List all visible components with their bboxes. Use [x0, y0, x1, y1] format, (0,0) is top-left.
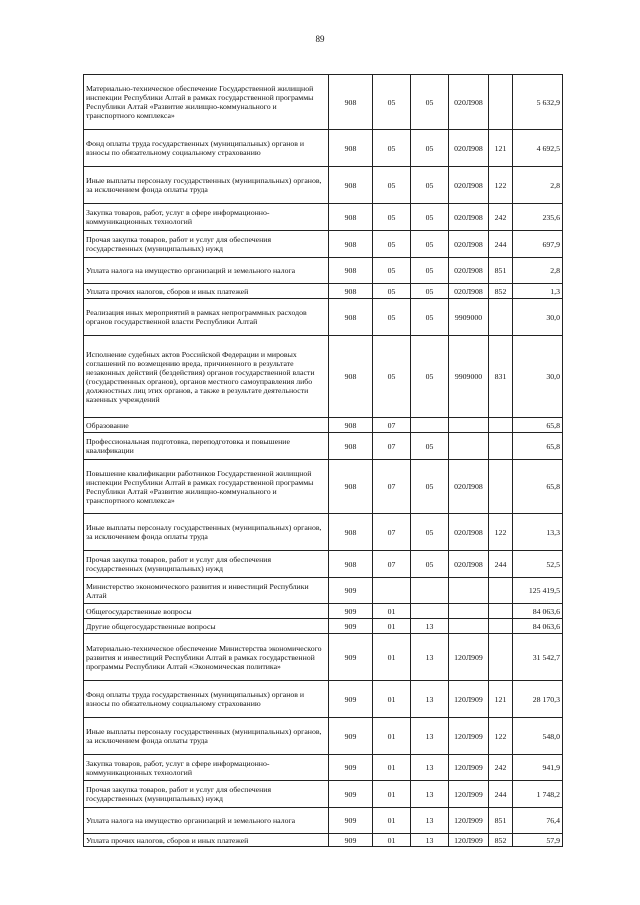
row-department-code: 908 — [329, 551, 373, 578]
table-row — [84, 336, 563, 418]
row-target-item-code: 9909000 — [449, 299, 489, 336]
row-expense-type-code — [489, 418, 513, 433]
row-name: Министерство экономического развития и инвестиций Республики Алтай — [84, 578, 329, 604]
row-section-code: 07 — [373, 418, 411, 433]
row-subsection-code: 05 — [411, 167, 449, 204]
row-expense-type-code: 852 — [489, 284, 513, 299]
row-expense-type-code: 244 — [489, 551, 513, 578]
row-name: Фонд оплаты труда государственных (муниципальных) органов и взносы по обязательному социальному страхованию — [84, 130, 329, 167]
row-expense-type-code: 851 — [489, 258, 513, 284]
table-row — [84, 578, 563, 604]
row-department-code: 908 — [329, 167, 373, 204]
table-row — [84, 619, 563, 634]
row-subsection-code: 05 — [411, 284, 449, 299]
table-row — [84, 167, 563, 204]
row-section-code: 01 — [373, 781, 411, 808]
row-name: Иные выплаты персоналу государственных (муниципальных) органов, за исключением фонда оплаты труда — [84, 167, 329, 204]
row-expense-type-code: 831 — [489, 336, 513, 418]
row-target-item-code: 020Л908 — [449, 231, 489, 258]
row-section-code: 05 — [373, 258, 411, 284]
row-amount: 52,5 — [513, 551, 563, 578]
row-name: Иные выплаты персоналу государственных (муниципальных) органов, за исключением фонда оплаты труда — [84, 514, 329, 551]
row-target-item-code: 020Л908 — [449, 258, 489, 284]
row-name: Повышение квалификации работников Государственной жилищной инспекции Республики Алтай в рамках государственной программы Республики Алтай «Развитие жилищно-коммунального и транспортного комплекса» — [84, 460, 329, 514]
row-subsection-code: 05 — [411, 204, 449, 231]
table-row — [84, 284, 563, 299]
row-name: Профессиональная подготовка, переподготовка и повышение квалификации — [84, 433, 329, 460]
row-amount: 76,4 — [513, 808, 563, 834]
row-department-code: 908 — [329, 130, 373, 167]
row-section-code: 05 — [373, 204, 411, 231]
row-amount: 941,9 — [513, 755, 563, 781]
row-target-item-code — [449, 604, 489, 619]
row-section-code: 01 — [373, 755, 411, 781]
row-section-code — [373, 578, 411, 604]
row-expense-type-code: 242 — [489, 204, 513, 231]
row-amount: 4 692,5 — [513, 130, 563, 167]
row-target-item-code: 120Л909 — [449, 808, 489, 834]
row-target-item-code: 120Л909 — [449, 718, 489, 755]
row-target-item-code: 9909000 — [449, 336, 489, 418]
row-expense-type-code: 121 — [489, 681, 513, 718]
budget-table — [83, 74, 563, 847]
row-target-item-code: 020Л908 — [449, 204, 489, 231]
row-section-code: 05 — [373, 231, 411, 258]
table-row — [84, 299, 563, 336]
row-amount: 31 542,7 — [513, 634, 563, 681]
table-row — [84, 460, 563, 514]
row-name: Уплата налога на имущество организаций и земельного налога — [84, 808, 329, 834]
row-amount: 697,9 — [513, 231, 563, 258]
table-row — [84, 604, 563, 619]
row-section-code: 05 — [373, 75, 411, 130]
row-department-code: 908 — [329, 418, 373, 433]
row-name: Материально-техническое обеспечение Государственной жилищной инспекции Республики Алтай в рамках государственной программы Республики Алтай «Развитие жилищно-коммунального и транспортного комплекса» — [84, 75, 329, 130]
row-expense-type-code — [489, 578, 513, 604]
row-expense-type-code: 121 — [489, 130, 513, 167]
table-row — [84, 75, 563, 130]
table-row — [84, 718, 563, 755]
row-section-code: 01 — [373, 604, 411, 619]
row-name: Иные выплаты персоналу государственных (муниципальных) органов, за исключением фонда оплаты труда — [84, 718, 329, 755]
row-department-code: 908 — [329, 460, 373, 514]
row-target-item-code: 120Л909 — [449, 781, 489, 808]
table-row — [84, 755, 563, 781]
row-target-item-code — [449, 619, 489, 634]
row-department-code: 909 — [329, 578, 373, 604]
row-target-item-code — [449, 433, 489, 460]
row-subsection-code: 13 — [411, 808, 449, 834]
row-expense-type-code — [489, 619, 513, 634]
row-subsection-code: 13 — [411, 619, 449, 634]
row-target-item-code: 020Л908 — [449, 130, 489, 167]
row-amount: 5 632,9 — [513, 75, 563, 130]
row-name: Фонд оплаты труда государственных (муниципальных) органов и взносы по обязательному социальному страхованию — [84, 681, 329, 718]
row-target-item-code: 020Л908 — [449, 460, 489, 514]
row-amount: 65,8 — [513, 418, 563, 433]
row-department-code: 908 — [329, 299, 373, 336]
row-expense-type-code: 242 — [489, 755, 513, 781]
row-name: Материально-техническое обеспечение Министерства экономического развития и инвестиций Республики Алтай в рамках государственной программы Республики Алтай «Экономическая политика» — [84, 634, 329, 681]
row-expense-type-code: 122 — [489, 718, 513, 755]
table-row — [84, 204, 563, 231]
row-name: Общегосударственные вопросы — [84, 604, 329, 619]
row-section-code: 07 — [373, 514, 411, 551]
row-name: Уплата налога на имущество организаций и земельного налога — [84, 258, 329, 284]
row-subsection-code: 05 — [411, 460, 449, 514]
row-subsection-code: 05 — [411, 130, 449, 167]
row-subsection-code: 05 — [411, 231, 449, 258]
row-department-code: 909 — [329, 834, 373, 847]
row-amount: 65,8 — [513, 433, 563, 460]
row-name: Прочая закупка товаров, работ и услуг для обеспечения государственных (муниципальных) нужд — [84, 551, 329, 578]
row-target-item-code: 020Л908 — [449, 551, 489, 578]
row-target-item-code: 120Л909 — [449, 681, 489, 718]
table-row — [84, 231, 563, 258]
row-subsection-code: 05 — [411, 433, 449, 460]
row-expense-type-code: 122 — [489, 514, 513, 551]
row-expense-type-code: 244 — [489, 231, 513, 258]
row-amount: 1,3 — [513, 284, 563, 299]
table-row — [84, 834, 563, 847]
row-target-item-code — [449, 418, 489, 433]
row-subsection-code — [411, 578, 449, 604]
row-name: Другие общегосударственные вопросы — [84, 619, 329, 634]
row-target-item-code: 120Л909 — [449, 755, 489, 781]
row-subsection-code — [411, 418, 449, 433]
row-amount: 125 419,5 — [513, 578, 563, 604]
row-subsection-code: 13 — [411, 718, 449, 755]
row-department-code: 908 — [329, 75, 373, 130]
row-department-code: 909 — [329, 634, 373, 681]
row-subsection-code: 05 — [411, 336, 449, 418]
row-section-code: 01 — [373, 808, 411, 834]
budget-table-body — [84, 75, 563, 847]
row-target-item-code: 020Л908 — [449, 284, 489, 299]
row-section-code: 05 — [373, 284, 411, 299]
row-subsection-code: 13 — [411, 781, 449, 808]
table-row — [84, 551, 563, 578]
row-section-code: 05 — [373, 336, 411, 418]
row-expense-type-code — [489, 460, 513, 514]
row-section-code: 05 — [373, 167, 411, 204]
row-name: Прочая закупка товаров, работ и услуг для обеспечения государственных (муниципальных) нужд — [84, 231, 329, 258]
row-department-code: 908 — [329, 204, 373, 231]
table-row — [84, 514, 563, 551]
row-subsection-code: 13 — [411, 681, 449, 718]
row-name: Закупка товаров, работ, услуг в сфере информационно-коммуникационных технологий — [84, 755, 329, 781]
row-department-code: 909 — [329, 681, 373, 718]
row-name: Закупка товаров, работ, услуг в сфере информационно-коммуникационных технологий — [84, 204, 329, 231]
row-target-item-code: 120Л909 — [449, 834, 489, 847]
row-section-code: 01 — [373, 634, 411, 681]
row-subsection-code: 05 — [411, 514, 449, 551]
row-expense-type-code: 852 — [489, 834, 513, 847]
row-amount: 65,8 — [513, 460, 563, 514]
row-subsection-code — [411, 604, 449, 619]
row-section-code: 05 — [373, 130, 411, 167]
row-name: Уплата прочих налогов, сборов и иных платежей — [84, 834, 329, 847]
row-subsection-code: 13 — [411, 755, 449, 781]
row-amount: 2,8 — [513, 258, 563, 284]
row-department-code: 909 — [329, 604, 373, 619]
row-section-code: 07 — [373, 551, 411, 578]
row-section-code: 01 — [373, 718, 411, 755]
row-expense-type-code — [489, 299, 513, 336]
row-department-code: 909 — [329, 808, 373, 834]
row-expense-type-code: 122 — [489, 167, 513, 204]
row-department-code: 908 — [329, 231, 373, 258]
row-amount: 84 063,6 — [513, 604, 563, 619]
row-subsection-code: 13 — [411, 834, 449, 847]
row-section-code: 01 — [373, 619, 411, 634]
row-department-code: 908 — [329, 284, 373, 299]
row-department-code: 909 — [329, 619, 373, 634]
table-row — [84, 634, 563, 681]
row-amount: 13,3 — [513, 514, 563, 551]
row-subsection-code: 13 — [411, 634, 449, 681]
row-section-code: 07 — [373, 460, 411, 514]
row-section-code: 01 — [373, 681, 411, 718]
row-name: Уплата прочих налогов, сборов и иных платежей — [84, 284, 329, 299]
row-amount: 2,8 — [513, 167, 563, 204]
table-row — [84, 418, 563, 433]
row-name: Образование — [84, 418, 329, 433]
table-row — [84, 433, 563, 460]
row-target-item-code: 120Л909 — [449, 634, 489, 681]
table-row — [84, 808, 563, 834]
table-row — [84, 681, 563, 718]
row-section-code: 01 — [373, 834, 411, 847]
page-number: 89 — [315, 34, 325, 44]
row-amount: 30,0 — [513, 336, 563, 418]
row-department-code: 909 — [329, 781, 373, 808]
row-expense-type-code — [489, 604, 513, 619]
row-department-code: 908 — [329, 514, 373, 551]
table-row — [84, 258, 563, 284]
row-department-code: 908 — [329, 433, 373, 460]
row-expense-type-code — [489, 75, 513, 130]
row-section-code: 05 — [373, 299, 411, 336]
row-amount: 28 170,3 — [513, 681, 563, 718]
row-department-code: 908 — [329, 336, 373, 418]
row-name: Исполнение судебных актов Российской Федерации и мировых соглашений по возмещению вреда, причиненного в результате незаконных действий (бездействия) органов государственной власти (государственных органов), органов местного самоуправления либо должностных лиц этих органов, а также в результате деятельности казенных учреждений — [84, 336, 329, 418]
table-row — [84, 130, 563, 167]
row-amount: 84 063,6 — [513, 619, 563, 634]
row-subsection-code: 05 — [411, 551, 449, 578]
table-row — [84, 781, 563, 808]
row-expense-type-code: 244 — [489, 781, 513, 808]
row-section-code: 07 — [373, 433, 411, 460]
row-subsection-code: 05 — [411, 258, 449, 284]
row-target-item-code: 020Л908 — [449, 514, 489, 551]
row-target-item-code: 020Л908 — [449, 167, 489, 204]
row-amount: 30,0 — [513, 299, 563, 336]
row-amount: 1 748,2 — [513, 781, 563, 808]
row-department-code: 908 — [329, 258, 373, 284]
row-subsection-code: 05 — [411, 299, 449, 336]
row-expense-type-code — [489, 433, 513, 460]
row-name: Прочая закупка товаров, работ и услуг для обеспечения государственных (муниципальных) нужд — [84, 781, 329, 808]
row-target-item-code: 020Л908 — [449, 75, 489, 130]
row-subsection-code: 05 — [411, 75, 449, 130]
row-amount: 548,0 — [513, 718, 563, 755]
row-expense-type-code — [489, 634, 513, 681]
row-target-item-code — [449, 578, 489, 604]
row-amount: 235,6 — [513, 204, 563, 231]
row-department-code: 909 — [329, 718, 373, 755]
row-department-code: 909 — [329, 755, 373, 781]
row-name: Реализация иных мероприятий в рамках непрограммных расходов органов государственной власти Республики Алтай — [84, 299, 329, 336]
row-amount: 57,9 — [513, 834, 563, 847]
row-expense-type-code: 851 — [489, 808, 513, 834]
